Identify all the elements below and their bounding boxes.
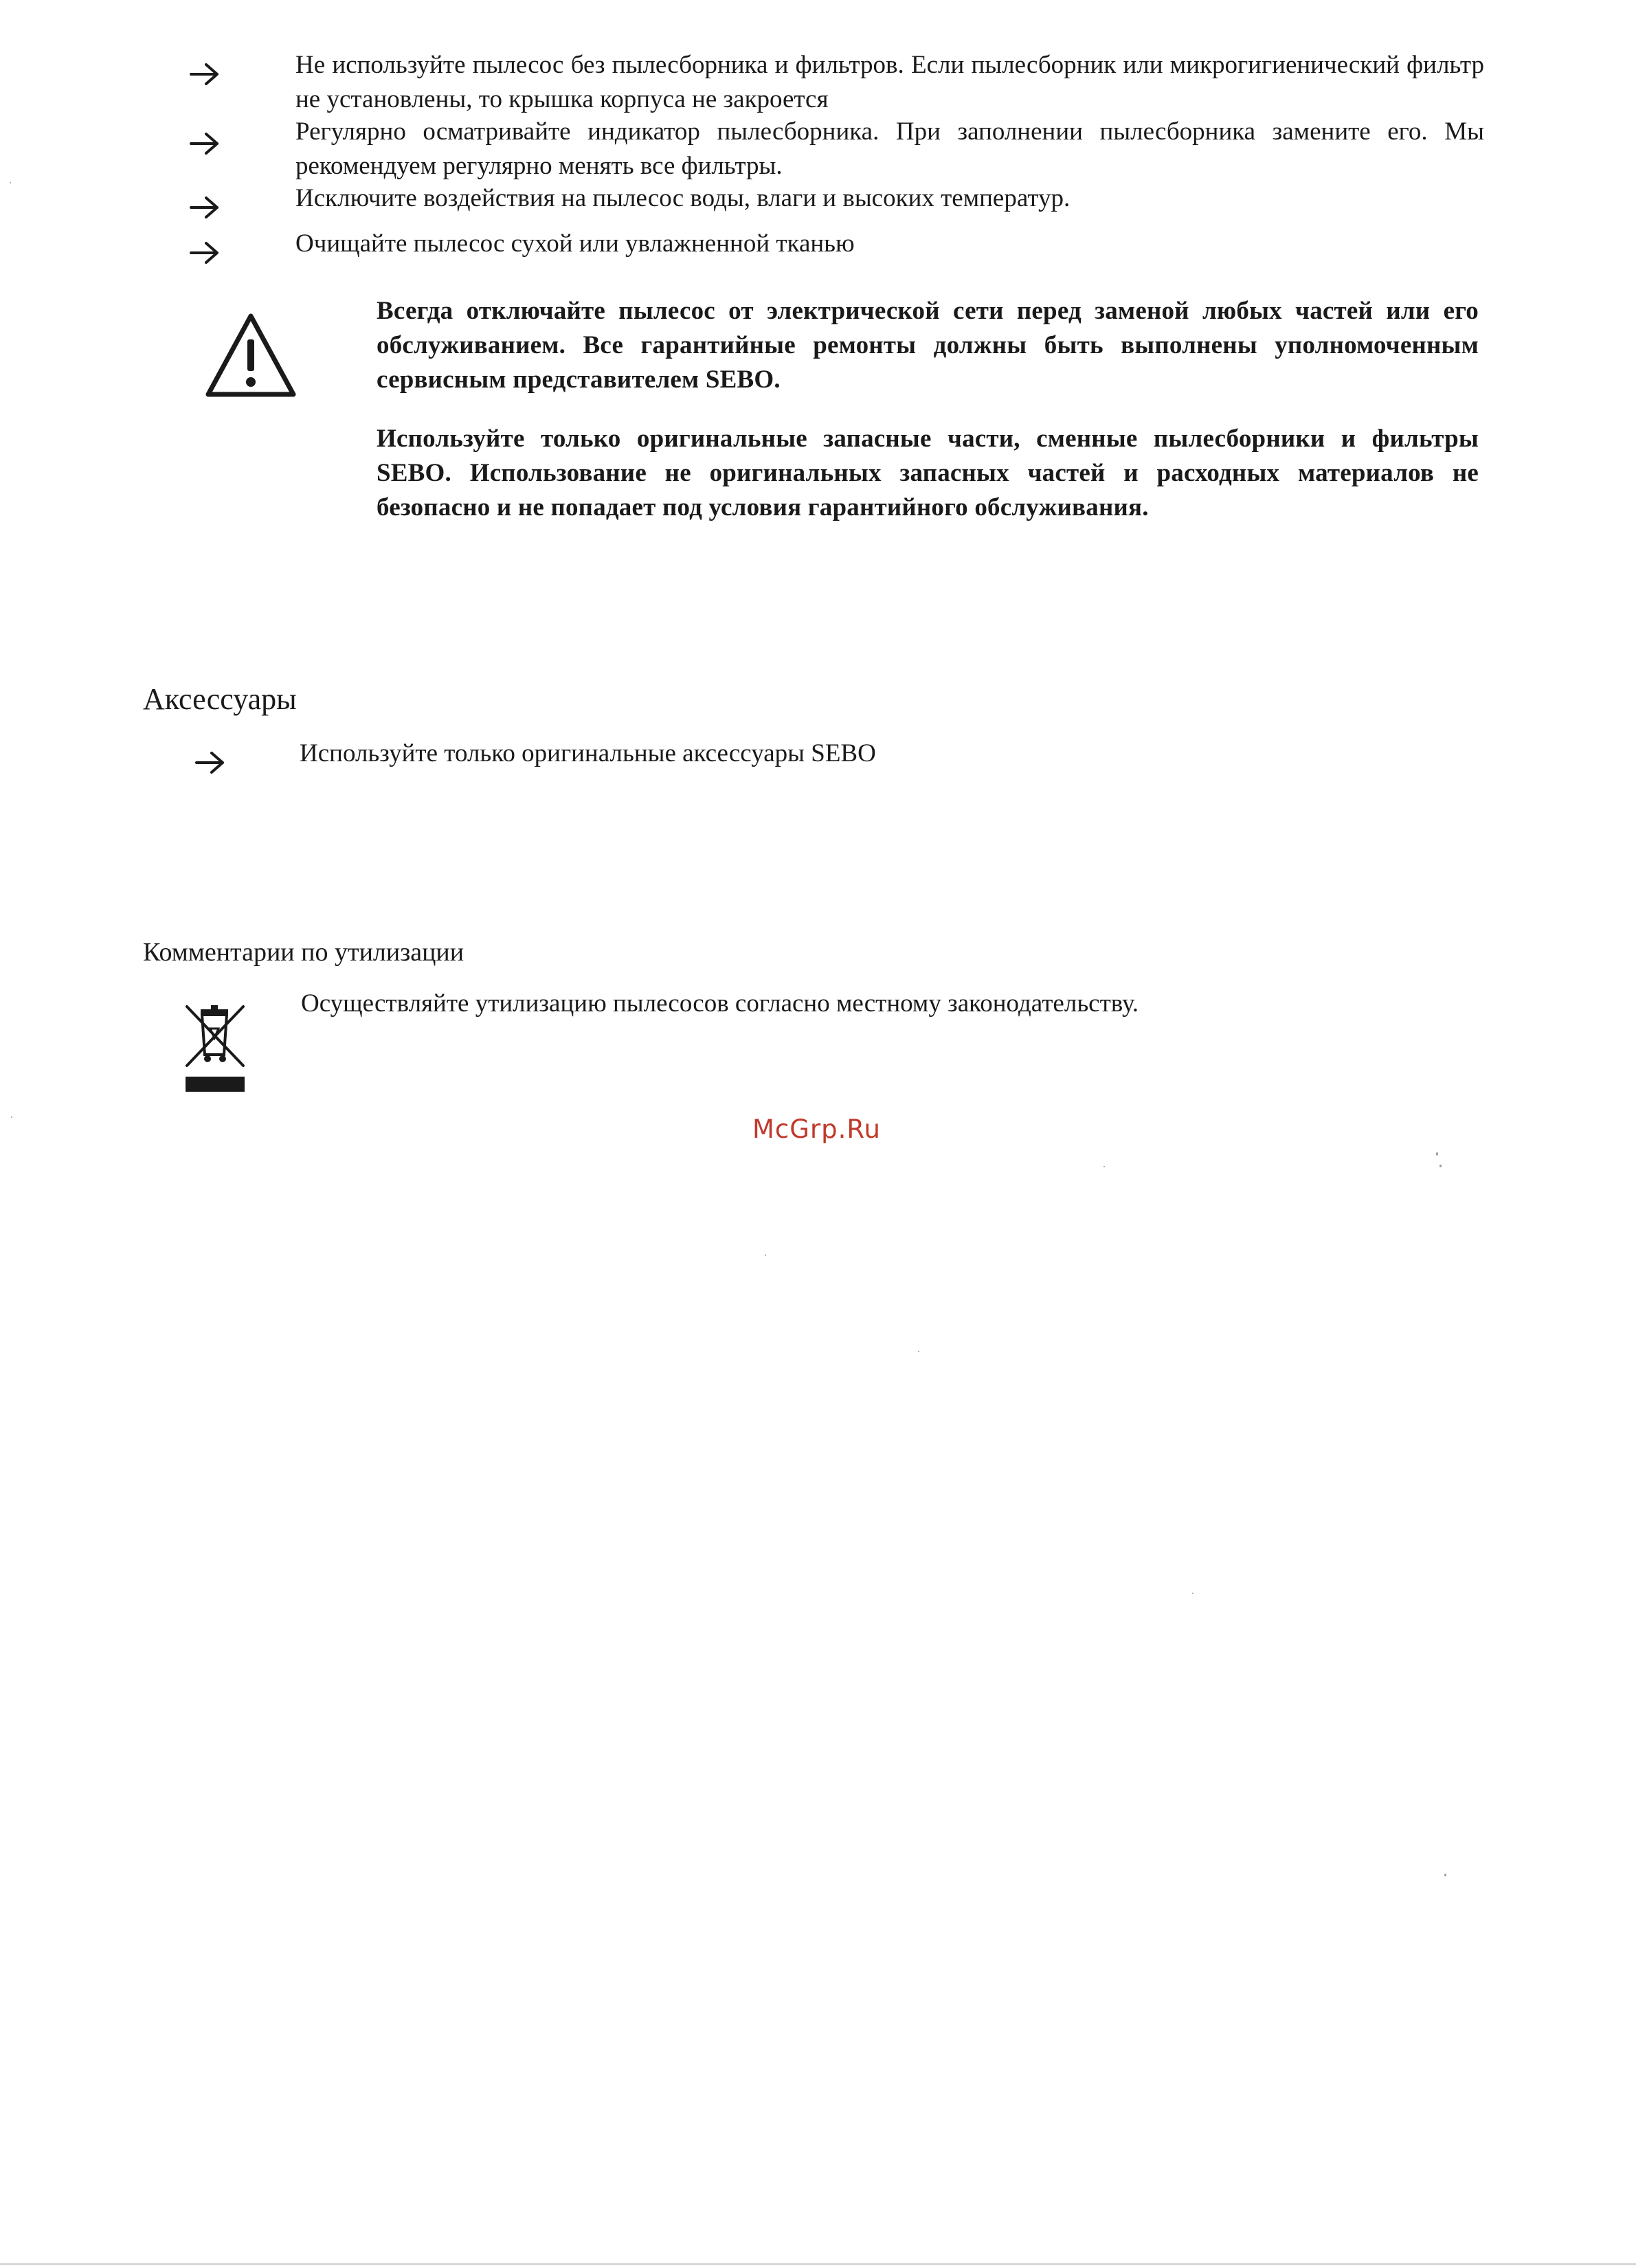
scan-speck bbox=[765, 1255, 766, 1256]
scan-speck bbox=[1439, 1165, 1442, 1167]
arrow-right-icon bbox=[191, 749, 232, 776]
scan-speck bbox=[1192, 1593, 1194, 1594]
bullet-text: Регулярно осматривайте индикатор пылесборника. При заполнении пылесборника замените его. Мы рекомендуем регулярно менять все фильтры. bbox=[295, 117, 1484, 180]
accessories-text: Используйте только оригинальные аксессуары SEBO bbox=[300, 739, 876, 767]
warning-paragraph-1: Всегда отключайте пылесос от электрической сети перед заменой любых частей или его обслуживанием. Все гарантийные ремонты должны быть выполнены уполномоченным сервисным представителем SEBO. bbox=[377, 297, 1479, 394]
accessories-heading: Аксессуары bbox=[143, 682, 297, 716]
bullet-text: Исключите воздействия на пылесос воды, влаги и высоких температур. bbox=[295, 184, 1071, 212]
scan-speck bbox=[1444, 1874, 1446, 1876]
scan-speck bbox=[1436, 1152, 1438, 1156]
page-edge bbox=[0, 2263, 1636, 2265]
arrow-right-icon bbox=[186, 130, 227, 157]
disposal-text: Осуществляйте утилизацию пылесосов согласно местному законодательству. bbox=[301, 989, 1139, 1018]
warning-paragraph-2: Используйте только оригинальные запасные части, сменные пылесборники и фильтры SEBO. Использование не оригинальных запасных частей и расходных материалов не безопасно и не попадает под условия гарантийного обслуживания. bbox=[377, 425, 1479, 521]
scan-speck bbox=[1103, 1166, 1105, 1167]
disposal-heading: Комментарии по утилизации bbox=[143, 938, 464, 967]
watermark: McGrp.Ru bbox=[752, 1114, 881, 1144]
arrow-right-icon bbox=[186, 194, 227, 221]
scan-speck bbox=[10, 182, 11, 183]
crossed-out-bin-icon bbox=[180, 1000, 249, 1096]
bullet-text: Не используйте пылесос без пылесборника и фильтров. Если пылесборник или микрогигиенический фильтр не установлены, то крышка корпуса не закроется bbox=[295, 51, 1484, 113]
arrow-right-icon bbox=[186, 239, 227, 267]
arrow-right-icon bbox=[186, 60, 227, 88]
scan-speck bbox=[918, 1351, 919, 1352]
bullet-text: Очищайте пылесос сухой или увлажненной тканью bbox=[295, 229, 855, 258]
warning-triangle-icon bbox=[203, 311, 299, 400]
scan-speck bbox=[11, 1116, 12, 1118]
